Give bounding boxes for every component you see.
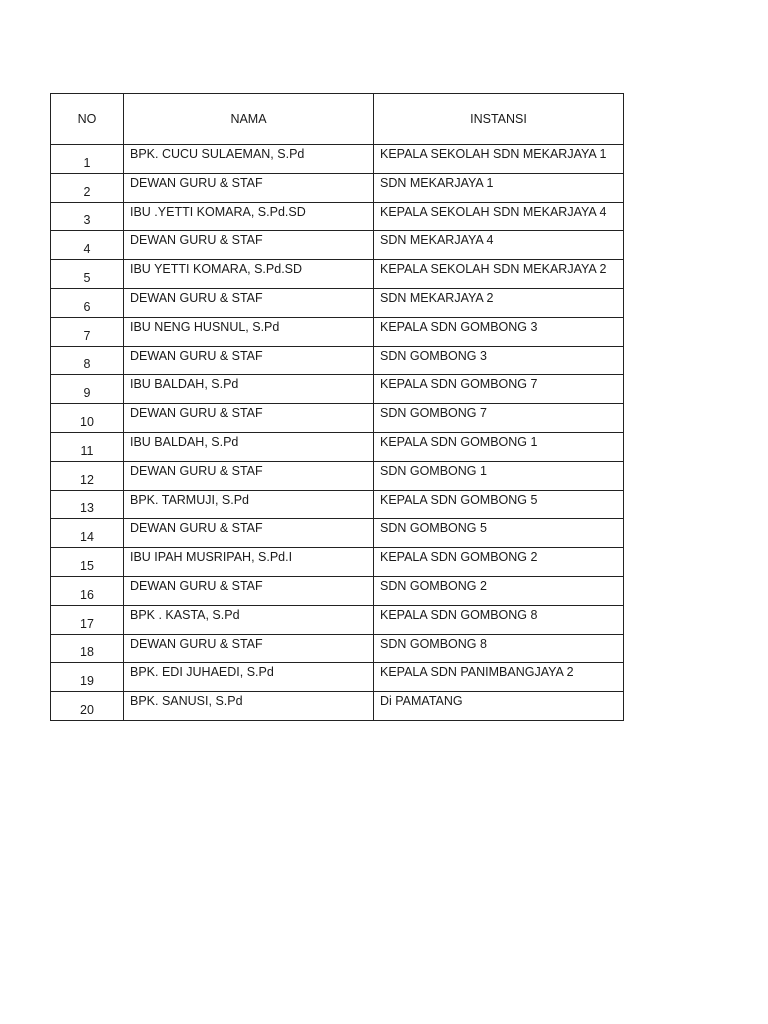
table-row <box>51 605 624 634</box>
row-instansi: SDN MEKARJAYA 1 <box>374 173 624 202</box>
table-row <box>51 173 624 202</box>
row-number: 15 <box>51 548 124 577</box>
table-row <box>51 519 624 548</box>
table-row <box>51 375 624 404</box>
row-nama: BPK. TARMUJI, S.Pd <box>124 490 374 519</box>
row-number: 2 <box>51 173 124 202</box>
header-row <box>51 94 624 145</box>
row-instansi: KEPALA SEKOLAH SDN MEKARJAYA 4 <box>374 202 624 231</box>
table-row <box>51 548 624 577</box>
row-nama: BPK. CUCU SULAEMAN, S.Pd <box>124 145 374 174</box>
row-number: 7 <box>51 317 124 346</box>
row-nama: DEWAN GURU & STAF <box>124 173 374 202</box>
row-nama: DEWAN GURU & STAF <box>124 288 374 317</box>
table-row <box>51 576 624 605</box>
row-nama: DEWAN GURU & STAF <box>124 231 374 260</box>
row-instansi: SDN GOMBONG 1 <box>374 461 624 490</box>
row-instansi: SDN MEKARJAYA 4 <box>374 231 624 260</box>
row-nama: DEWAN GURU & STAF <box>124 346 374 375</box>
row-instansi: KEPALA SEKOLAH SDN MEKARJAYA 2 <box>374 260 624 289</box>
row-instansi: SDN MEKARJAYA 2 <box>374 288 624 317</box>
row-instansi: KEPALA SDN GOMBONG 1 <box>374 432 624 461</box>
row-instansi: KEPALA SDN GOMBONG 7 <box>374 375 624 404</box>
table-row <box>51 461 624 490</box>
row-number: 17 <box>51 605 124 634</box>
row-nama: DEWAN GURU & STAF <box>124 519 374 548</box>
row-nama: DEWAN GURU & STAF <box>124 461 374 490</box>
table-row <box>51 490 624 519</box>
row-number: 13 <box>51 490 124 519</box>
row-number: 11 <box>51 432 124 461</box>
row-number: 14 <box>51 519 124 548</box>
participant-table <box>50 93 624 721</box>
row-number: 18 <box>51 634 124 663</box>
row-nama: IBU IPAH MUSRIPAH, S.Pd.I <box>124 548 374 577</box>
table-row <box>51 145 624 174</box>
row-nama: BPK . KASTA, S.Pd <box>124 605 374 634</box>
row-number: 3 <box>51 202 124 231</box>
row-nama: IBU BALDAH, S.Pd <box>124 432 374 461</box>
table-row <box>51 663 624 692</box>
row-number: 12 <box>51 461 124 490</box>
header-no: NO <box>51 94 124 145</box>
header-nama: NAMA <box>124 94 374 145</box>
header-instansi: INSTANSI <box>374 94 624 145</box>
table-row <box>51 202 624 231</box>
row-nama: DEWAN GURU & STAF <box>124 576 374 605</box>
row-number: 1 <box>51 145 124 174</box>
row-instansi: SDN GOMBONG 2 <box>374 576 624 605</box>
row-nama: BPK. SANUSI, S.Pd <box>124 692 374 721</box>
row-nama: DEWAN GURU & STAF <box>124 634 374 663</box>
row-nama: BPK. EDI JUHAEDI, S.Pd <box>124 663 374 692</box>
table-row <box>51 231 624 260</box>
row-instansi: KEPALA SDN PANIMBANGJAYA 2 <box>374 663 624 692</box>
row-number: 20 <box>51 692 124 721</box>
row-nama: IBU .YETTI KOMARA, S.Pd.SD <box>124 202 374 231</box>
row-instansi: Di PAMATANG <box>374 692 624 721</box>
row-instansi: KEPALA SEKOLAH SDN MEKARJAYA 1 <box>374 145 624 174</box>
table-row <box>51 288 624 317</box>
row-number: 6 <box>51 288 124 317</box>
table-row <box>51 692 624 721</box>
row-nama: DEWAN GURU & STAF <box>124 404 374 433</box>
row-number: 16 <box>51 576 124 605</box>
row-instansi: SDN GOMBONG 5 <box>374 519 624 548</box>
row-number: 8 <box>51 346 124 375</box>
table-row <box>51 346 624 375</box>
row-number: 9 <box>51 375 124 404</box>
row-instansi: SDN GOMBONG 7 <box>374 404 624 433</box>
row-nama: IBU BALDAH, S.Pd <box>124 375 374 404</box>
table-row <box>51 260 624 289</box>
row-nama: IBU YETTI KOMARA, S.Pd.SD <box>124 260 374 289</box>
table-row <box>51 432 624 461</box>
table-header <box>51 94 624 145</box>
row-instansi: KEPALA SDN GOMBONG 2 <box>374 548 624 577</box>
table-row <box>51 404 624 433</box>
row-number: 5 <box>51 260 124 289</box>
row-instansi: KEPALA SDN GOMBONG 8 <box>374 605 624 634</box>
table-row <box>51 634 624 663</box>
row-instansi: KEPALA SDN GOMBONG 5 <box>374 490 624 519</box>
row-nama: IBU NENG HUSNUL, S.Pd <box>124 317 374 346</box>
table-row <box>51 317 624 346</box>
row-instansi: SDN GOMBONG 8 <box>374 634 624 663</box>
row-number: 4 <box>51 231 124 260</box>
row-instansi: SDN GOMBONG 3 <box>374 346 624 375</box>
table-body <box>51 145 624 721</box>
row-number: 10 <box>51 404 124 433</box>
row-number: 19 <box>51 663 124 692</box>
row-instansi: KEPALA SDN GOMBONG 3 <box>374 317 624 346</box>
